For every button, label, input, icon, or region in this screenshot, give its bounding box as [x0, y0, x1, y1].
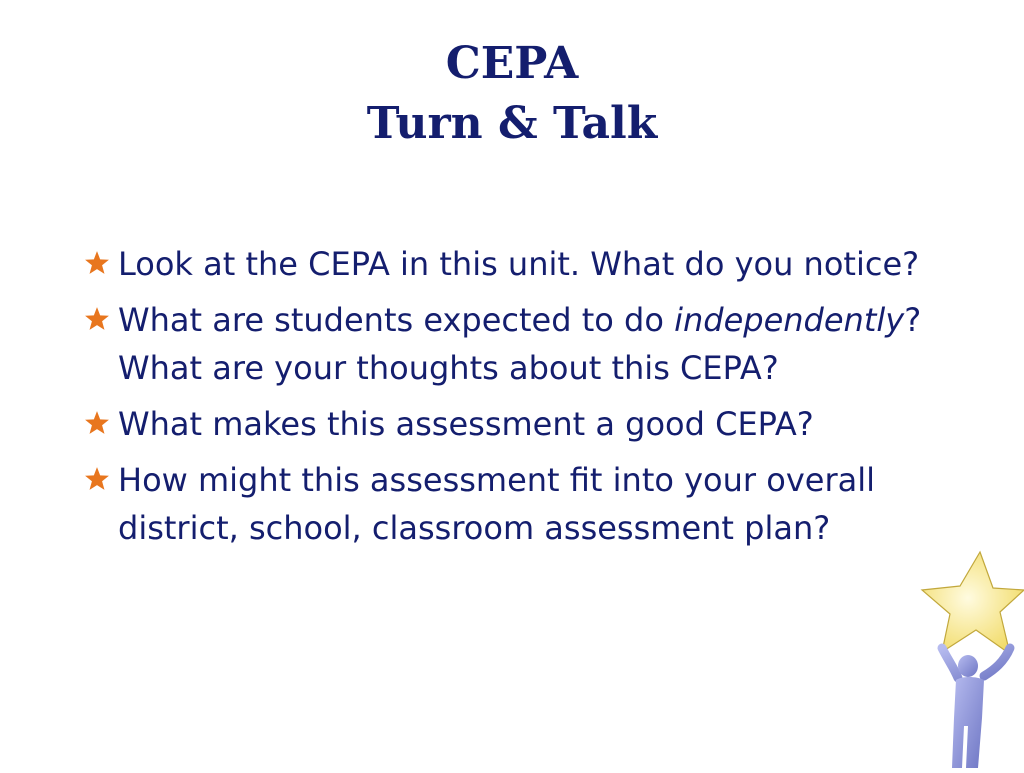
bullet-text-before: What are students expected to do — [118, 301, 675, 339]
slide-title — [0, 34, 1024, 154]
star-icon — [84, 466, 110, 492]
bullet-item — [84, 240, 944, 288]
bullet-item — [84, 400, 944, 448]
star-icon — [84, 306, 110, 332]
bullet-list — [84, 240, 944, 560]
bullet-text: What makes this assessment a good CEPA? — [118, 405, 814, 443]
star-icon — [84, 250, 110, 276]
title-line-1: CEPA — [445, 38, 579, 89]
bullet-text: How might this assessment fit into your overall district, school, classroom assessment plan? — [118, 461, 875, 547]
bullet-text — [118, 301, 921, 387]
bullet-text-after: ? What are your thoughts about this CEPA? — [118, 301, 922, 387]
bullet-text-italic: independently — [674, 301, 905, 339]
bullet-text: Look at the CEPA in this unit. What do you notice? — [118, 245, 920, 283]
star-icon — [84, 410, 110, 436]
person-holding-star-icon — [918, 550, 1024, 768]
bullet-item — [84, 456, 944, 552]
title-line-2: Turn & Talk — [366, 98, 658, 149]
bullet-item — [84, 296, 944, 392]
